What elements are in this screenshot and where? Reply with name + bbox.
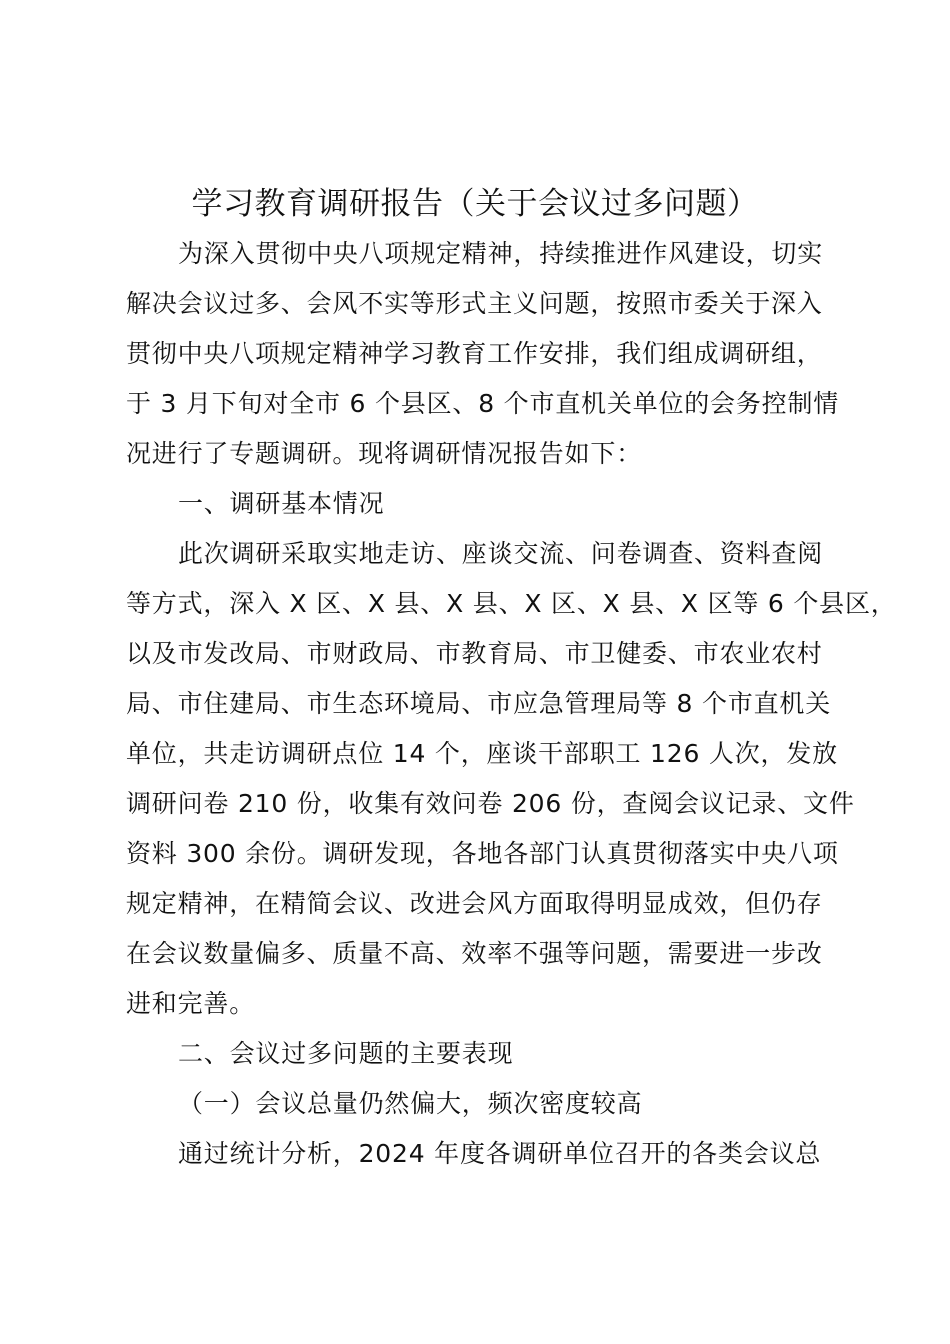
paragraph-line: 资料 300 余份。调研发现，各地各部门认真贯彻落实中央八项 [126,839,839,868]
paragraph-line: 进和完善。 [126,989,256,1018]
paragraph-line: 局、市住建局、市生态环境局、市应急管理局等 8 个市直机关 [126,689,832,718]
paragraph-line: 等方式，深入 X 区、X 县、X 县、X 区、X 县、X 区等 6 个县区， [126,589,897,618]
paragraph-line: 解决会议过多、会风不实等形式主义问题，按照市委关于深入 [126,289,823,318]
section-heading: 一、调研基本情况 [178,489,385,518]
paragraph-line: 规定精神，在精简会议、改进会风方面取得明显成效，但仍存 [126,889,823,918]
paragraph-line: 为深入贯彻中央八项规定精神，持续推进作风建设，切实 [178,239,824,268]
section-heading: 二、会议过多问题的主要表现 [178,1039,514,1068]
paragraph-line: 通过统计分析，2024 年度各调研单位召开的各类会议总 [178,1139,822,1168]
paragraph-line: 调研问卷 210 份，收集有效问卷 206 份，查阅会议记录、文件 [126,789,855,818]
paragraph-line: 此次调研采取实地走访、座谈交流、问卷调查、资料查阅 [178,539,824,568]
document-title: 学习教育调研报告（关于会议过多问题） [191,186,759,222]
paragraph-line: 在会议数量偏多、质量不高、效率不强等问题，需要进一步改 [126,939,823,968]
paragraph-line: 以及市发改局、市财政局、市教育局、市卫健委、市农业农村 [126,639,823,668]
subsection-heading: （一）会议总量仍然偏大，频次密度较高 [178,1089,643,1118]
paragraph-line: 单位，共走访调研点位 14 个，座谈干部职工 126 人次，发放 [126,739,838,768]
paragraph-line: 况进行了专题调研。现将调研情况报告如下： [126,439,643,468]
paragraph-line: 于 3 月下旬对全市 6 个县区、8 个市直机关单位的会务控制情 [126,389,840,418]
paragraph-line: 贯彻中央八项规定精神学习教育工作安排，我们组成调研组， [126,339,823,368]
